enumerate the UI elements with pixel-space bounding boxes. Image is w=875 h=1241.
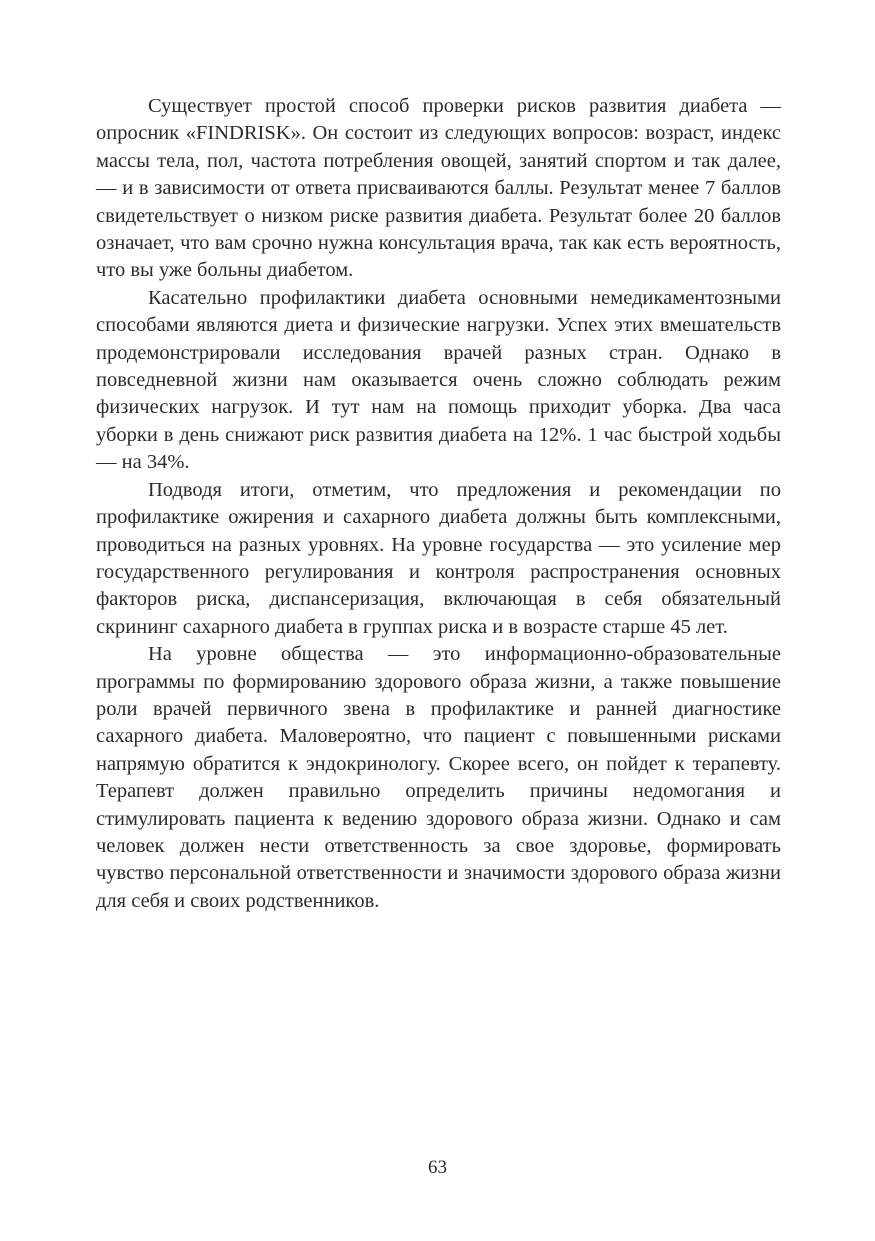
paragraph-prevention: Касательно профилактики диабета основными немедикаментозными способами являются диета и физические нагрузки. Успех этих вмешательств продемонстрировали исследования врачей разных стран. Однако в повседневной жизни нам оказывается очень сложно соблюдать режим физических нагрузок. И тут нам на помощь приходит уборка. Два часа уборки в день снижают риск развития диабета на 12%. 1 час быстрой ходьбы — на 34%. <box>96 286 781 474</box>
paragraph-society-level: На уровне общества — это информационно-образовательные программы по формированию здорового образа жизни, а также повышение роли врачей первичного звена в профилактике и ранней диагностике сахарного диабета. Маловероятно, что пациент с повышенными рисками напрямую обратится к эндокринологу. Скорее всего, он пойдет к терапевту. Терапевт должен правильно определить причины недомогания и стимулировать пациента к ведению здорового образа жизни. Однако и сам человек должен нести ответственность за свое здоровье, формировать чувство персональной ответственности и значимости здорового образа жизни для себя и своих родственников. <box>96 643 781 912</box>
paragraph-findrisk: Существует простой способ проверки рисков развития диабета — опросник «FINDRISK». Он состоит из следующих вопросов: возраст, индекс массы тела, пол, частота потребления овощей, занятий спортом и так далее, — и в зависимости от ответа присваиваются баллы. Результат менее 7 баллов свидетельствует о низком риске развития диабета. Результат более 20 баллов означает, что вам срочно нужна консультация врача, так как есть вероятность, что вы уже больны диабетом. <box>96 95 781 282</box>
paragraph-summary: Подводя итоги, отметим, что предложения и рекомендации по профилактике ожирения и сахарного диабета должны быть комплексными, проводиться на разных уровнях. На уровне государства — это усиление мер государственного регулирования и контроля распространения основных факторов риска, диспансеризация, включающая в себя обязательный скрининг сахарного диабета в группах риска и в возрасте старше 45 лет. <box>96 478 781 638</box>
page-number: 63 <box>428 1157 447 1178</box>
page-body <box>96 93 781 915</box>
